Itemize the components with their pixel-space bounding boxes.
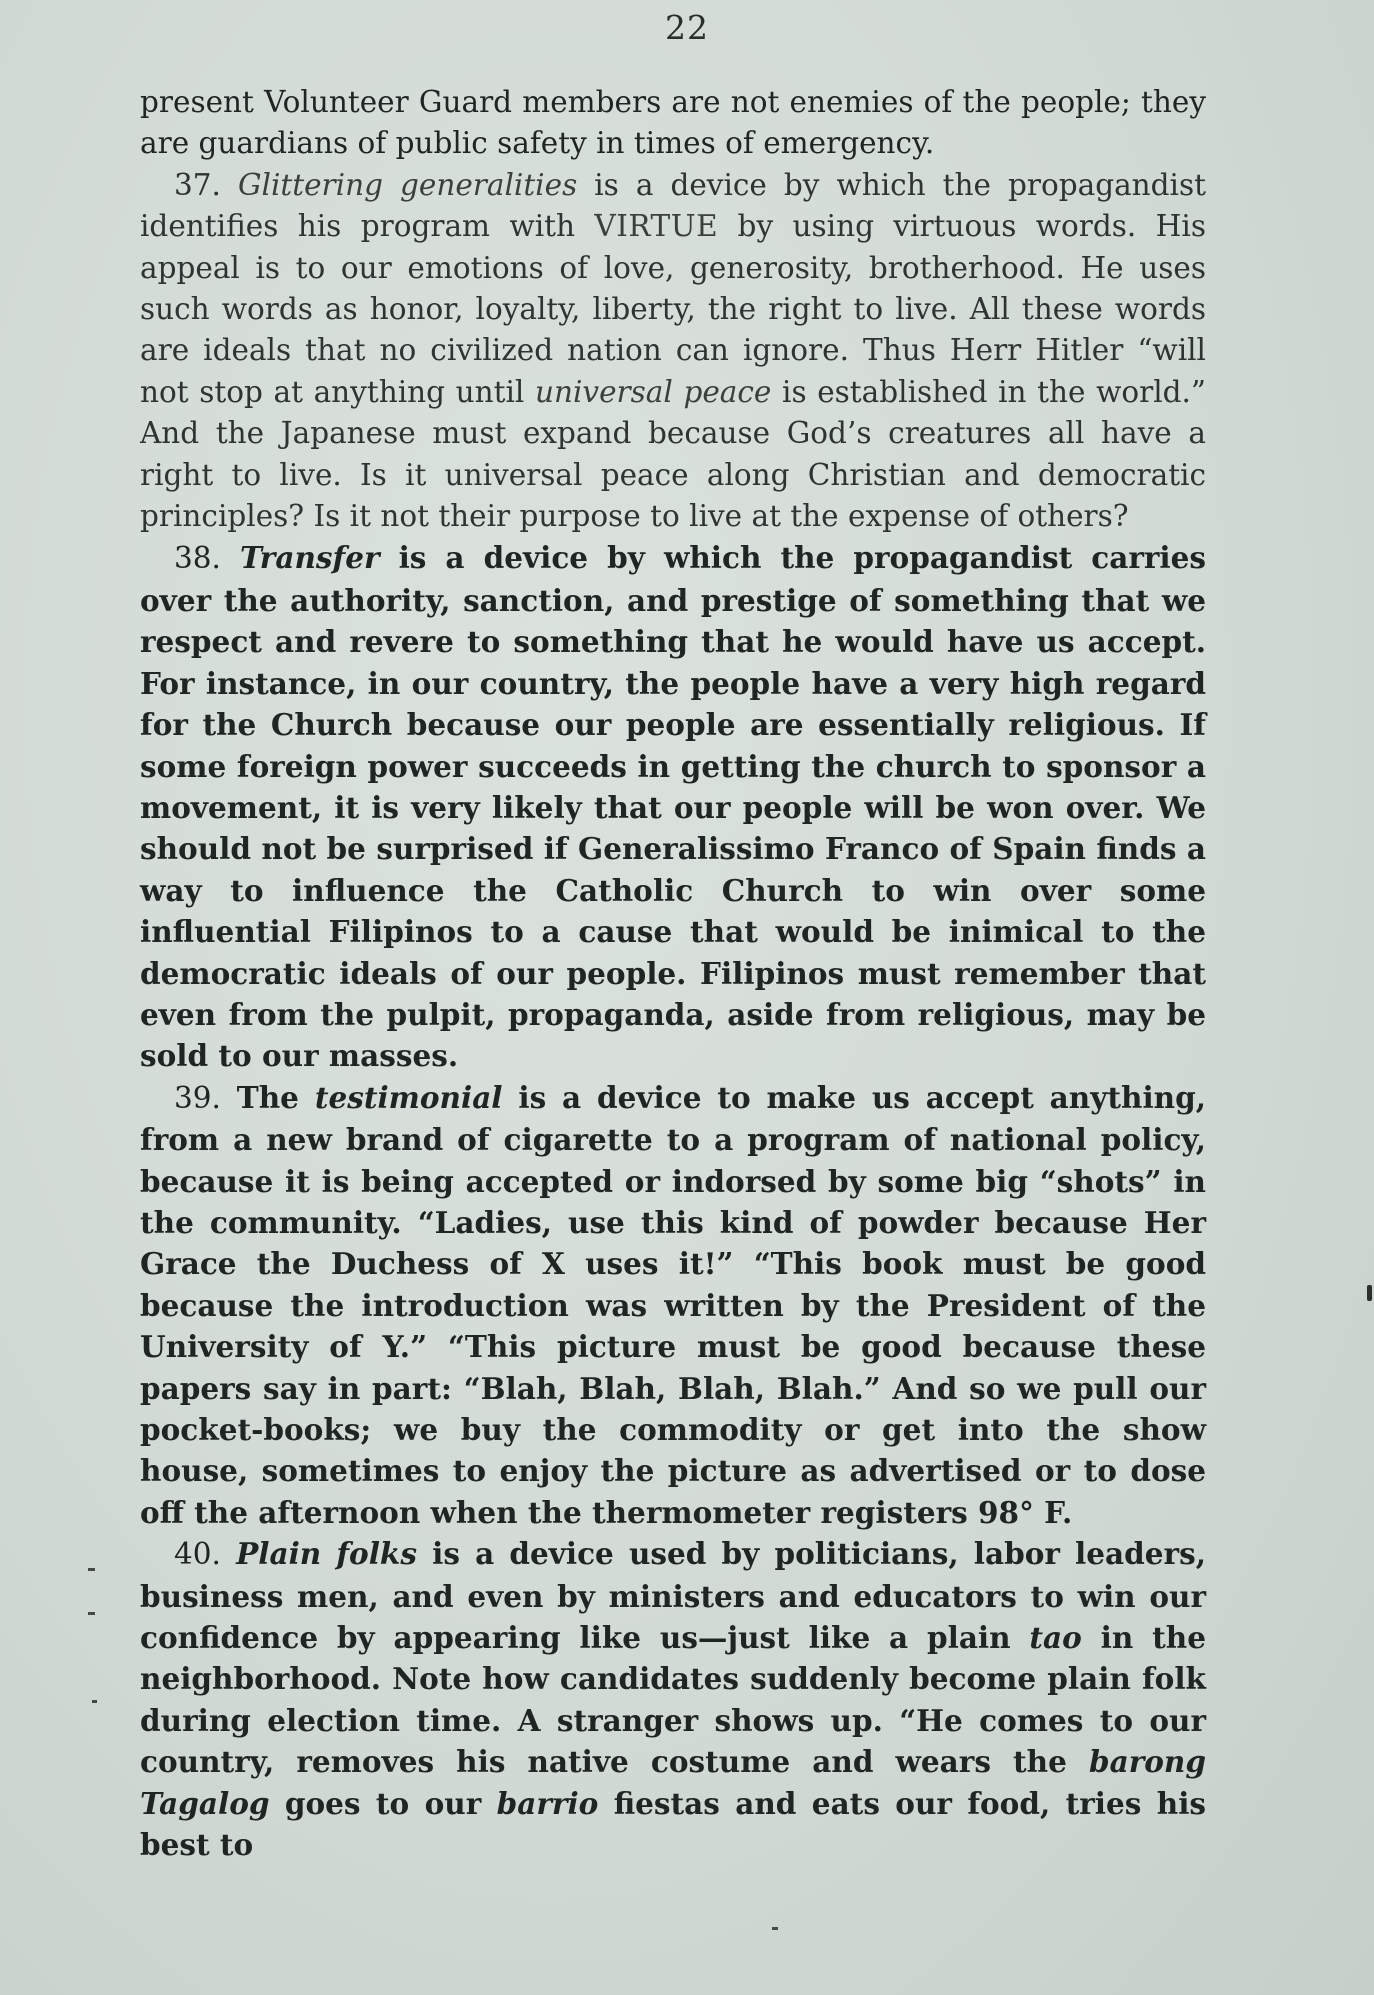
term-barrio: barrio	[496, 1785, 599, 1821]
paragraph-text: is a device by which the propagandist identifies his program with	[140, 167, 1206, 244]
virtue-smallcaps: VIRTUE	[594, 209, 719, 244]
paragraph-text: is established in the world.” And the Japanese must expand because God’s creatures all have a right to live. Is it universal peace along Christian and democratic principles? Is it not their purpose to live at the expense of others?	[140, 374, 1207, 534]
paragraph-text: in the neighborhood. Note how candidates suddenly become plain folk during election time. A stranger shows up. “He comes to our country, removes his native costume and wears the	[140, 1620, 1206, 1780]
paragraph-number: 40.	[174, 1537, 221, 1572]
paragraph-text: by using virtuous words. His appeal is to our emotions of love, generosity, brotherhood. He uses such words as honor, loyalty, liberty, the right to live. All these words are ideals that no civilized nation can ignore. Thus Herr Hitler “will not stop at anything until	[140, 209, 1206, 409]
paragraph-text: fiestas and eats our food, tries his best to	[140, 1785, 1207, 1863]
page-number: 22	[665, 8, 709, 47]
term-testimonial: testimonial	[314, 1079, 503, 1115]
paragraph-number: 38.	[174, 541, 221, 576]
continuation-text: present Volunteer Guard members are not enemies of the people; they are guardians of public safety in times of emergency.	[140, 85, 1206, 161]
term-tao: tao	[1029, 1620, 1082, 1656]
paragraph-37	[140, 165, 1206, 538]
edge-mark	[1367, 1285, 1372, 1301]
term-barong-tagalog: barong Tagalog	[140, 1744, 1206, 1821]
paragraph-text: The	[236, 1079, 315, 1115]
paragraph-38	[140, 537, 1206, 1076]
paragraph-39	[140, 1077, 1206, 1533]
paragraph-text: is a device by which the propagandist carries over the authority, sanction, and prestige of something that we respect and revere to something that he would have us accept. For instance, in our country, the people have a very high regard for the Church because our people are essentially religious. If some foreign power succeeds in getting the church to sponsor a movement, it is very likely that our people will be won over. We should not be surprised if Generalissimo Franco of Spain finds a way to influence the Catholic Church to win over some influential Filipinos to a cause that would be inimical to the democratic ideals of our people. Filipinos must remember that even from the pulpit, propaganda, aside from religious, may be sold to our masses.	[140, 540, 1206, 1074]
margin-mark	[772, 1927, 778, 1930]
paragraph-text: is a device used by politicians, labor leaders, business men, and even by ministers and educators to win our confidence by appearing like us—just like a plain	[140, 1536, 1206, 1656]
term-universal-peace: universal peace	[535, 374, 772, 409]
term-glittering-generalities: Glittering generalities	[237, 167, 578, 202]
term-transfer: Transfer	[239, 540, 380, 576]
paragraph-40	[140, 1533, 1206, 1865]
paragraph-number: 39.	[174, 1080, 221, 1115]
margin-mark	[92, 1700, 97, 1703]
paragraph-continuation	[140, 82, 1206, 165]
margin-mark	[88, 1612, 95, 1615]
paragraph-number: 37.	[174, 167, 221, 202]
body-text	[140, 82, 1206, 1865]
term-plain-folks: Plain folks	[236, 1536, 417, 1572]
paragraph-text: is a device to make us accept anything, from a new brand of cigarette to a program of national policy, because it is being accepted or indorsed by some big “shots” in the community. “Ladies, use this kind of powder because Her Grace the Duchess of X uses it!” “This book must be good because the introduction was written by the President of the University of Y.” “This picture must be good because these papers say in part: “Blah, Blah, Blah, Blah.” And so we pull our pocket-books; we buy the commodity or get into the show house, sometimes to enjoy the picture as advertised or to dose off the afternoon when the thermometer registers 98° F.	[140, 1079, 1206, 1530]
paragraph-text: goes to our	[269, 1785, 497, 1821]
margin-mark	[88, 1568, 95, 1571]
